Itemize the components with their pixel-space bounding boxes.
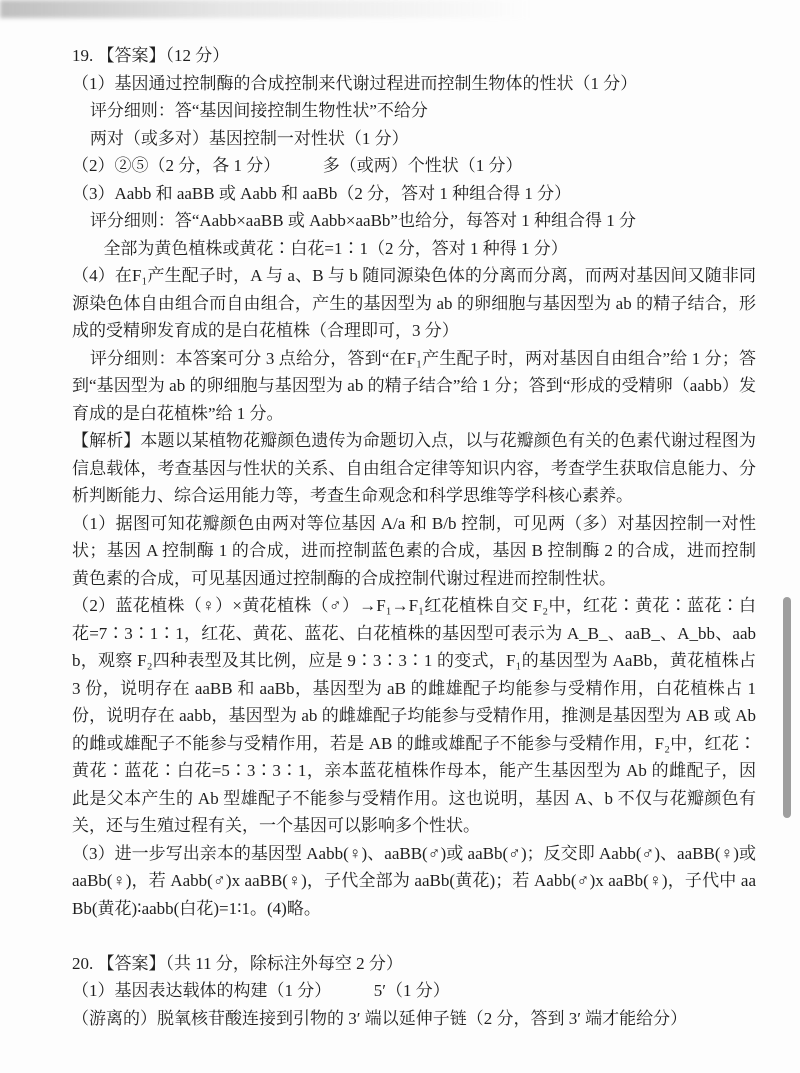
text-line: （4）在F₁产生配子时，A 与 a、B 与 b 随同源染色体的分离而分离，而两对基因间又随非同源染色体自由组合而自由组合，产生的基因型为 ab 的卵细胞与基因型为 ab 的精子结合，形成的受精卵发育成的是白花植株（合理即可，3 分） <box>72 266 756 340</box>
text-line: 19. 【答案】（12 分） <box>72 46 230 65</box>
text-line: （游离的）脱氧核苷酸连接到引物的 3′ 端以延伸子链（2 分，答到 3′ 端才能给分） <box>72 1008 688 1028</box>
text-line: （1）基因表达载体的构建（1 分） 5′（1 分） <box>72 981 450 1000</box>
answer-20-section <box>72 950 756 1033</box>
answer-19-section <box>72 42 756 922</box>
text-line: 20. 【答案】（共 11 分，除标注外每空 2 分） <box>72 953 403 973</box>
scrollbar-thumb[interactable] <box>783 597 791 818</box>
text-line: （3）进一步写出亲本的基因型 Aabb(♀)、aaBB(♂)或 aaBb(♂)；反交即 Aabb(♂)、aaBB(♀)或 aaBb(♀)，若 Aabb(♂)x aaBB(♀)，子代全部为 aaBb(黄花)；若 Aabb(♂)x aaBb(♀)，子代中 aaBb(黄花)∶aabb(白花)=1∶1。(4)略。 <box>72 843 756 918</box>
text-line: （3）Aabb 和 aaBB 或 Aabb 和 aaBb（2 分，答对 1 种组合得 1 分） <box>72 183 572 203</box>
text-line: （1）基因通过控制酶的合成控制来代谢过程进而控制生物体的性状（1 分） <box>72 73 638 93</box>
text-line: （2）蓝花植株（♀）×黄花植株（♂）→F₁→F₁红花植株自交 F₂中，红花∶黄花∶蓝花∶白花=7∶3∶1∶1，红花、黄花、蓝花、白花植株的基因型可表示为 A_B_、aaB_、A_bb、aabb，观察 F₂四种表型及其比例，应是 9∶3∶3∶1 的变式，F₁的基因型为 AaBb，黄花植株占 3 份，说明存在 aaBB 和 aaBb，基因型为 aB 的雌雄配子均能参与受精作用，白花植株占 1 份，说明存在 aabb，基因型为 ab 的雌雄配子均能参与受精作用，推测是基因型为 AB 或 Ab 的雌或雄配子不能参与受精作用，若是 AB 的雌或雄配子不能参与受精作用，F₂中，红花∶黄花∶蓝花∶白花=5∶3∶3∶1，亲本蓝花植株作母本，能产生基因型为 Ab 的雌配子，因此是父本产生的 Ab 型雄配子不能参与受精作用。这也说明，基因 A、b 不仅与花瓣颜色有关，还与生殖过程有关，一个基因可以影响多个性状。 <box>72 596 756 835</box>
text-line: 评分细则：答“基因间接控制生物性状”不给分 <box>89 101 428 120</box>
scan-edge-shadow <box>0 0 560 18</box>
text-line: （1）据图可知花瓣颜色由两对等位基因 A/a 和 B/b 控制，可见两（多）对基因控制一对性状；基因 A 控制酶 1 的合成，进而控制蓝色素的合成，基因 B 控制酶 2 的合成，进而控制黄色素的合成，可见基因通过控制酶的合成控制代谢过程进而控制性状。 <box>72 513 756 588</box>
document-page <box>72 42 756 1032</box>
text-line: 评分细则：答“Aabb×aaBB 或 Aabb×aaBb”也给分，每答对 1 种组合得 1 分 <box>89 211 636 230</box>
text-line: （2）②⑤（2 分，各 1 分） 多（或两）个性状（1 分） <box>72 156 523 175</box>
text-line: 【解析】本题以某植物花瓣颜色遗传为命题切入点，以与花瓣颜色有关的色素代谢过程图为信息载体，考查基因与性状的关系、自由组合定律等知识内容，考查学生获取信息能力、分析判断能力、综合运用能力等，考查生命观念和科学思维等学科核心素养。 <box>72 431 756 505</box>
text-line: 两对（或多对）基因控制一对性状（1 分） <box>89 128 409 148</box>
text-line: 全部为黄色植株或黄花∶白花=1∶1（2 分，答对 1 种得 1 分） <box>103 238 568 258</box>
text-line: 评分细则：本答案可分 3 点给分，答到“在F₁产生配子时，两对基因自由组合”给 1 分；答到“基因型为 ab 的卵细胞与基因型为 ab 的精子结合”给 1 分；答到“形成的受精卵（aabb）发育成的是白花植株”给 1 分。 <box>72 348 756 423</box>
